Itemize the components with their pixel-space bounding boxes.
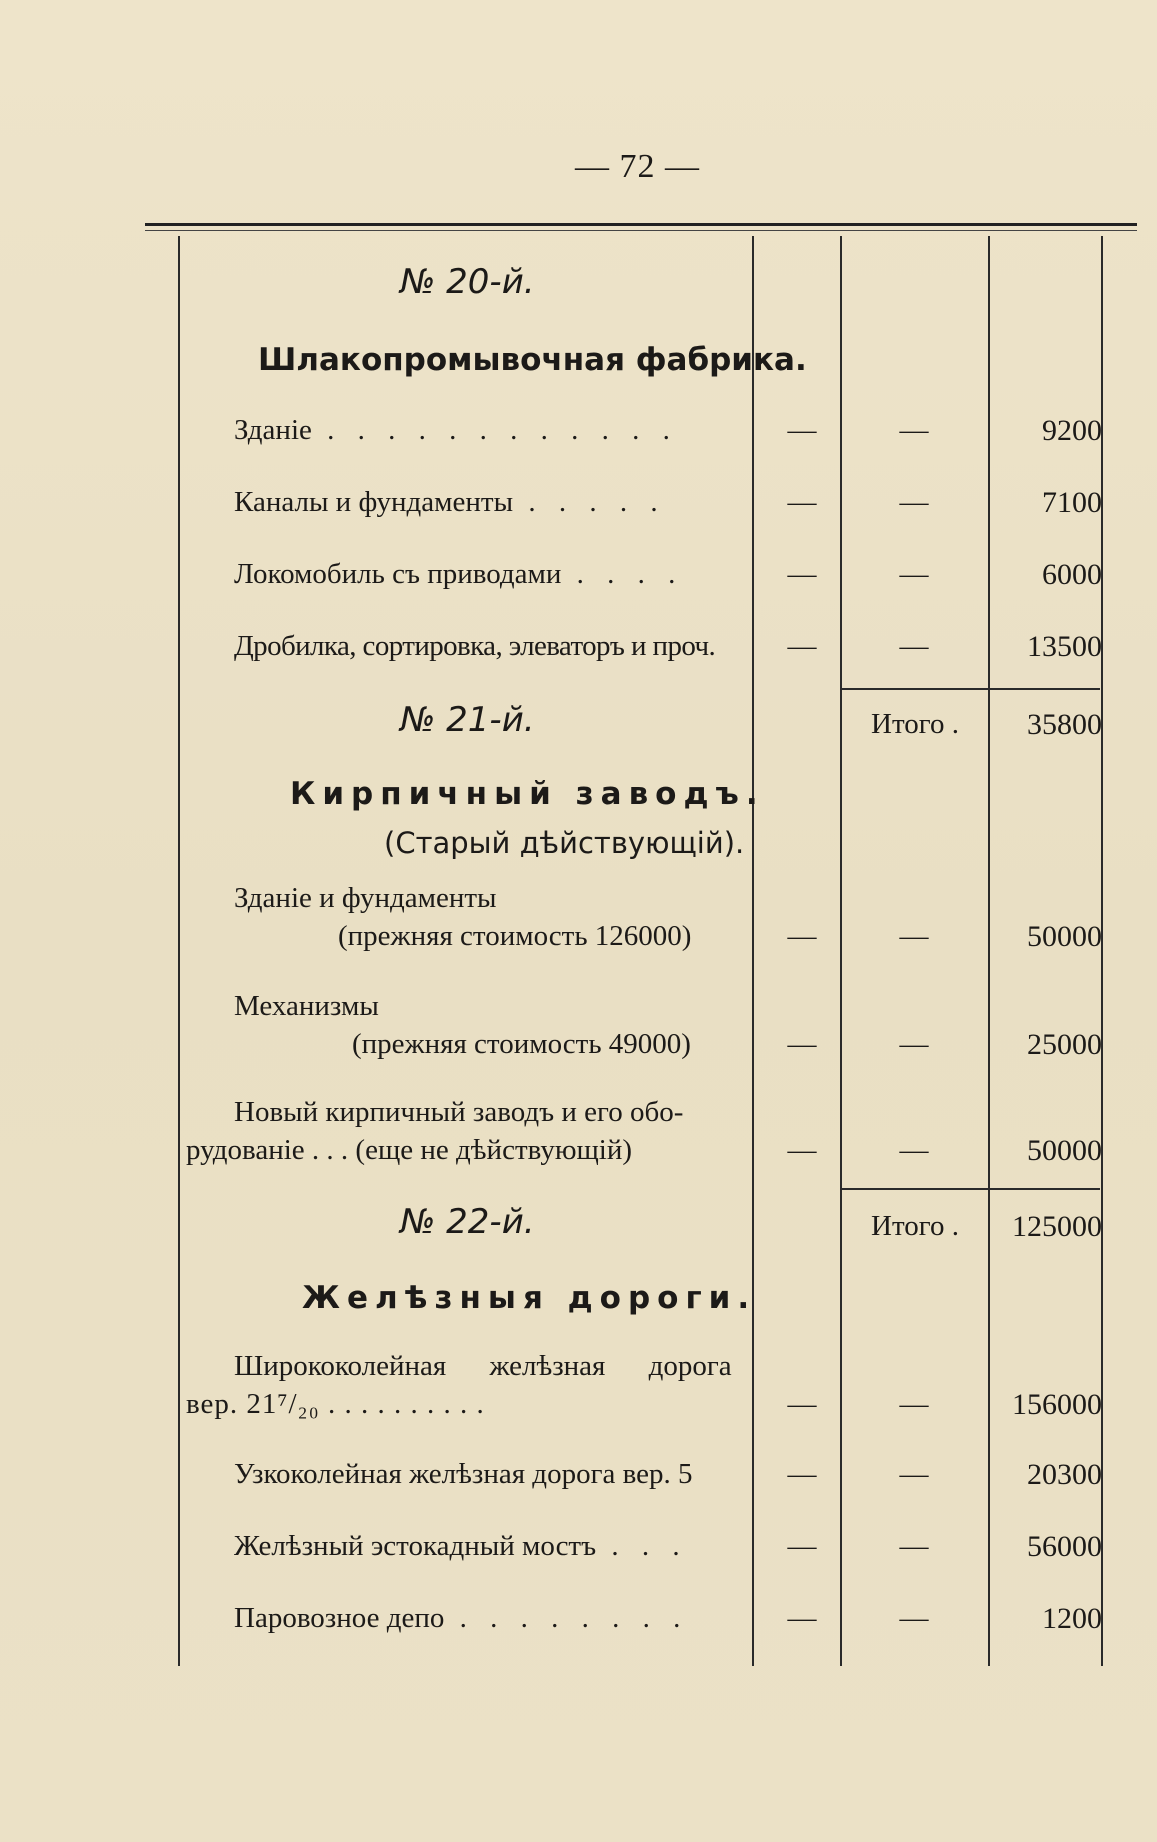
total-rule	[842, 688, 1100, 690]
section-number: № 20-й.	[400, 262, 535, 302]
column-dash: —	[899, 920, 929, 952]
column-dash: —	[899, 1530, 929, 1562]
total-label: Итого .	[871, 1210, 959, 1242]
item-label-line2: (прежняя стоимость 49000)	[352, 1028, 691, 1060]
section-subtitle: (Старый дѣйствующій).	[384, 826, 745, 860]
item-label: Зданіе и фундаменты	[234, 882, 497, 914]
item-value: 20300	[1027, 1458, 1102, 1491]
column-dash: —	[899, 1134, 929, 1166]
column-rule-left	[178, 236, 180, 1666]
item-value: 9200	[1042, 414, 1102, 447]
total-value: 125000	[1012, 1210, 1102, 1243]
column-dash: —	[899, 630, 929, 662]
item-label: Новый кирпичный заводъ и его обо-	[234, 1096, 684, 1128]
item-label: Узкоколейная желѣзная дорога вер. 5	[234, 1458, 693, 1490]
total-label: Итого .	[871, 708, 959, 740]
column-dash: —	[787, 1530, 817, 1562]
section-title: Желѣзныя дороги.	[302, 1280, 757, 1316]
item-value: 7100	[1042, 486, 1102, 519]
item-label: Каналы и фундаменты . . . . .	[234, 486, 666, 518]
section-number: № 22-й.	[400, 1202, 535, 1242]
column-dash: —	[787, 920, 817, 952]
column-dash: —	[787, 486, 817, 518]
item-value: 6000	[1042, 558, 1102, 591]
page-number: — 72 —	[575, 148, 700, 185]
item-label: Дробилка, сортировка, элеваторъ и проч.	[234, 630, 716, 662]
column-dash: —	[899, 1602, 929, 1634]
item-label: Желѣзный эстокадный мостъ . . .	[234, 1530, 688, 1562]
section-title: Шлакопромывочная фабрика.	[258, 342, 807, 378]
item-label: Зданіе . . . . . . . . . . . .	[234, 414, 678, 446]
column-dash: —	[899, 1458, 929, 1490]
item-label-line2: (прежняя стоимость 126000)	[338, 920, 692, 952]
column-dash: —	[787, 1458, 817, 1490]
section-title: Кирпичный заводъ.	[290, 776, 765, 812]
item-value: 50000	[1027, 920, 1102, 953]
top-rule	[145, 223, 1137, 226]
column-dash: —	[899, 486, 929, 518]
item-value: 1200	[1042, 1602, 1102, 1635]
column-dash: —	[787, 414, 817, 446]
column-dash: —	[787, 558, 817, 590]
column-dash: —	[787, 1028, 817, 1060]
item-label: Ширококолейная желѣзная дорога	[234, 1350, 732, 1382]
item-value: 156000	[1012, 1388, 1102, 1421]
column-dash: —	[787, 1602, 817, 1634]
item-label: Паровозное депо . . . . . . . .	[234, 1602, 689, 1634]
column-dash: —	[899, 1388, 929, 1420]
item-label: Локомобиль съ приводами . . . .	[234, 558, 684, 590]
column-rule-1	[752, 236, 754, 1666]
column-dash: —	[787, 1134, 817, 1166]
item-value: 50000	[1027, 1134, 1102, 1167]
column-dash: —	[899, 558, 929, 590]
item-value: 13500	[1027, 630, 1102, 663]
total-value: 35800	[1027, 708, 1102, 741]
section-number: № 21-й.	[400, 700, 535, 740]
item-label-line2: вер. 21⁷/₂₀ . . . . . . . . . .	[186, 1388, 485, 1420]
column-dash: —	[899, 1028, 929, 1060]
column-dash: —	[899, 414, 929, 446]
item-label-line2: рудованіе . . . (еще не дѣйствующій)	[186, 1134, 633, 1166]
column-dash: —	[787, 1388, 817, 1420]
item-value: 25000	[1027, 1028, 1102, 1061]
item-label: Механизмы	[234, 990, 379, 1022]
total-rule	[842, 1188, 1100, 1190]
top-rule-thin	[145, 230, 1137, 231]
column-dash: —	[787, 630, 817, 662]
item-value: 56000	[1027, 1530, 1102, 1563]
